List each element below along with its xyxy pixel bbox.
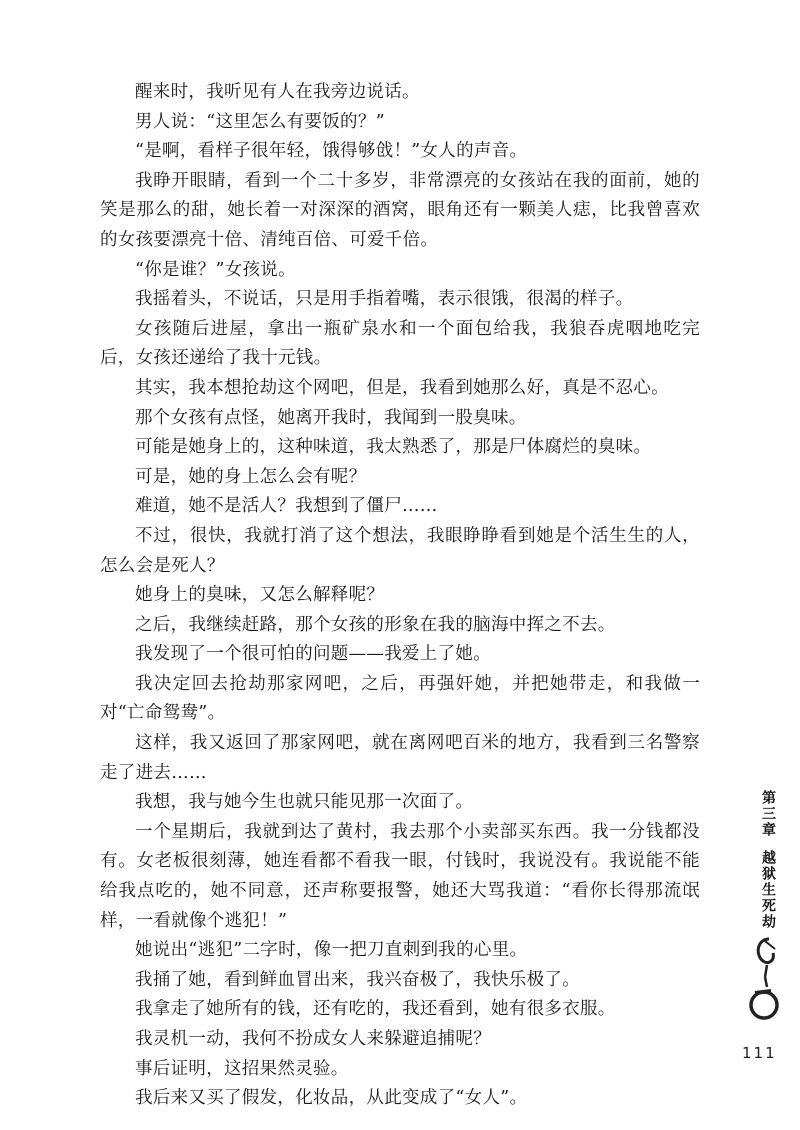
paragraph: 她说出“逃犯”二字时，像一把刀直刺到我的心里。: [135, 940, 528, 961]
paragraph: 她身上的臭味，又怎么解释呢？: [135, 585, 385, 606]
paragraph: 我想，我与她今生也就只能见那一次面了。: [135, 792, 474, 813]
paragraph: 我拿走了她所有的钱，还有吃的，我还看到，她有很多衣服。: [135, 999, 616, 1020]
paragraph: 事后证明，这招果然灵验。: [135, 1058, 349, 1079]
paragraph: 我灵机一动，我何不扮成女人来躲避追捕呢？: [135, 1029, 491, 1049]
paragraph: 可是，她的身上怎么会有呢？: [135, 466, 367, 487]
chapter-label: 第三章: [760, 790, 776, 838]
paragraph: 难道，她不是活人？我想到了僵尸……: [135, 496, 438, 517]
paragraph: 之后，我继续赶路，那个女孩的形象在我的脑海中挥之不去。: [135, 614, 616, 635]
paragraph: 男人说：“这里怎么有要饭的？”: [135, 111, 385, 132]
paragraph: 我捅了她，看到鲜血冒出来，我兴奋极了，我快乐极了。: [135, 969, 580, 990]
paragraph: 一个星期后，我就到达了黄村，我去那个小卖部买东西。我一分钱都没有。女老板很刻薄，她连看都不看我一眼，付钱时，我说没有。我说能不能给我点吃的，她不同意，还声称要报警，她还大骂我道：“看你长得那流氓样，一看就像个逃犯！”: [100, 821, 700, 931]
paragraph: 这样，我又返回了那家网吧，就在离网吧百米的地方，我看到三名警察走了进去……: [100, 733, 700, 783]
page-number: 111: [742, 1044, 777, 1062]
paragraph: 我后来又买了假发，化妆品，从此变成了“女人”。: [135, 1088, 528, 1109]
paragraph: 女孩随后进屋，拿出一瓶矿泉水和一个面包给我，我狼吞虎咽地吃完后，女孩还递给了我十元钱。: [100, 318, 700, 369]
paragraph: “你是谁？”女孩说。: [135, 259, 296, 280]
paragraph: 那个女孩有点怪，她离开我时，我闻到一股臭味。: [135, 407, 527, 428]
paragraph: 其实，我本想抢劫这个网吧，但是，我看到她那么好，真是不忍心。: [135, 377, 669, 398]
paragraph: 醒来时，我听见有人在我旁边说话。: [135, 82, 420, 102]
handcuffs-icon: [745, 935, 785, 1030]
paragraph: 可能是她身上的，这种味道，我太熟悉了，那是尸体腐烂的臭味。: [135, 437, 652, 458]
paragraph: 我发现了一个很可怕的问题——我爱上了她。: [135, 644, 491, 665]
body-text: [100, 78, 700, 1114]
paragraph: “是啊，看样子很年轻，饿得够戗！”女人的声音。: [135, 141, 528, 162]
paragraph: 我决定回去抢劫那家网吧，之后，再强奸她，并把她带走，和我做一对“亡命鸳鸯”。: [100, 673, 700, 724]
paragraph: 我摇着头，不说话，只是用手指着嘴，表示很饿，很渴的样子。: [135, 289, 634, 310]
chapter-title: 越狱生死劫: [760, 850, 776, 930]
paragraph: 我睁开眼睛，看到一个二十多岁，非常漂亮的女孩站在我的面前，她的笑是那么的甜，她长着一对深深的酒窝，眼角还有一颗美人痣，比我曾喜欢的女孩要漂亮十倍、清纯百倍、可爱千倍。: [100, 170, 700, 250]
chapter-side-tab: [752, 790, 778, 930]
paragraph: 不过，很快，我就打消了这个想法，我眼睁睁看到她是个活生生的人，怎么会是死人？: [100, 525, 700, 576]
